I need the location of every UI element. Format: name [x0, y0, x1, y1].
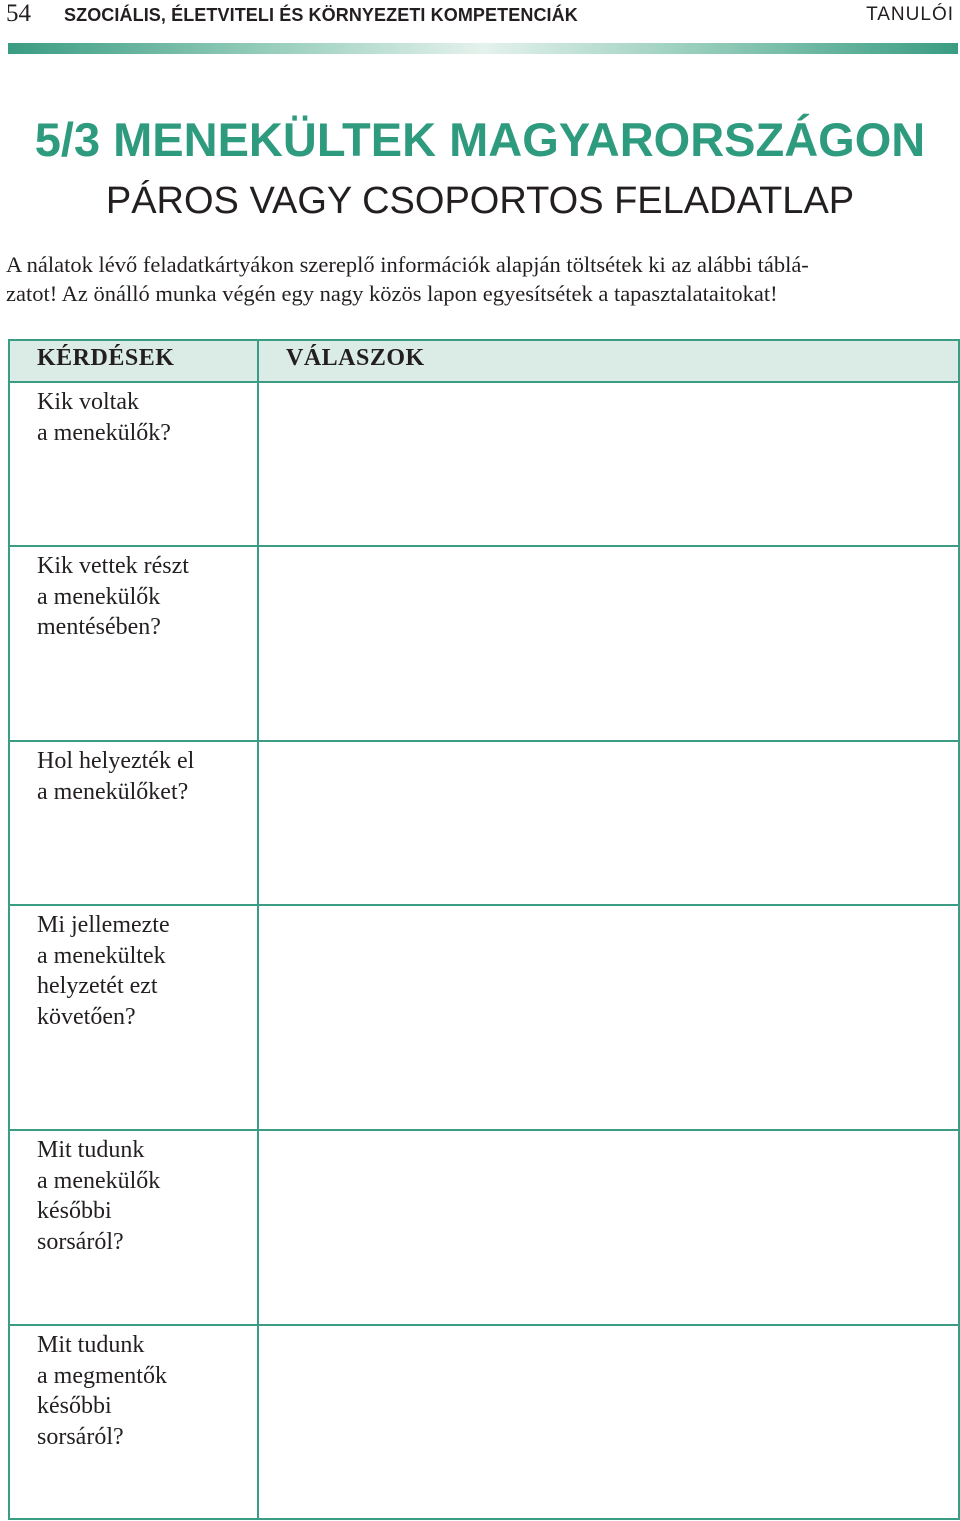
- answer-cell[interactable]: [258, 546, 959, 741]
- running-title: SZOCIÁLIS, ÉLETVITELI ÉS KÖRNYEZETI KOMPETENCIÁK: [64, 5, 578, 25]
- answer-cell[interactable]: [258, 905, 959, 1130]
- instructions-line-1: A nálatok lévő feladatkártyákon szereplő információk alapján töltsétek ki az alábbi táblá-: [6, 252, 809, 277]
- question-cell: Kik voltak a menekülők?: [9, 382, 258, 546]
- edition-label: TANULÓI: [866, 4, 954, 25]
- table-header-row: [9, 340, 959, 382]
- table-row: [9, 1130, 959, 1325]
- answer-cell[interactable]: [258, 1325, 959, 1519]
- page-number: 54: [6, 0, 31, 27]
- table-row: [9, 905, 959, 1130]
- question-cell: Mi jellemezte a menekültek helyzetét ezt követően?: [9, 905, 258, 1130]
- answer-cell[interactable]: [258, 741, 959, 905]
- question-cell: Mit tudunk a menekülők későbbi sorsáról?: [9, 1130, 258, 1325]
- question-cell: Mit tudunk a megmentők későbbi sorsáról?: [9, 1325, 258, 1519]
- page-subtitle: PÁROS VAGY CSOPORTOS FELADATLAP: [105, 180, 855, 222]
- answers-column-header: VÁLASZOK: [258, 340, 959, 382]
- instructions: [6, 250, 956, 308]
- page-title: 5/3 MENEKÜLTEK MAGYARORSZÁGON: [34, 113, 926, 166]
- table-row: [9, 1325, 959, 1519]
- header-rule: [8, 43, 958, 54]
- question-cell: Hol helyezték el a menekülőket?: [9, 741, 258, 905]
- page-header: [0, 0, 960, 30]
- question-cell: Kik vettek részt a menekülők mentésében?: [9, 546, 258, 741]
- table-row: [9, 546, 959, 741]
- answer-cell[interactable]: [258, 382, 959, 546]
- table-row: [9, 741, 959, 905]
- questions-column-header: KÉRDÉSEK: [9, 340, 258, 382]
- answer-cell[interactable]: [258, 1130, 959, 1325]
- worksheet-table: [8, 339, 960, 1520]
- instructions-line-2: zatot! Az önálló munka végén egy nagy közös lapon egyesítsétek a tapasztalataitokat!: [6, 281, 778, 306]
- table-row: [9, 382, 959, 546]
